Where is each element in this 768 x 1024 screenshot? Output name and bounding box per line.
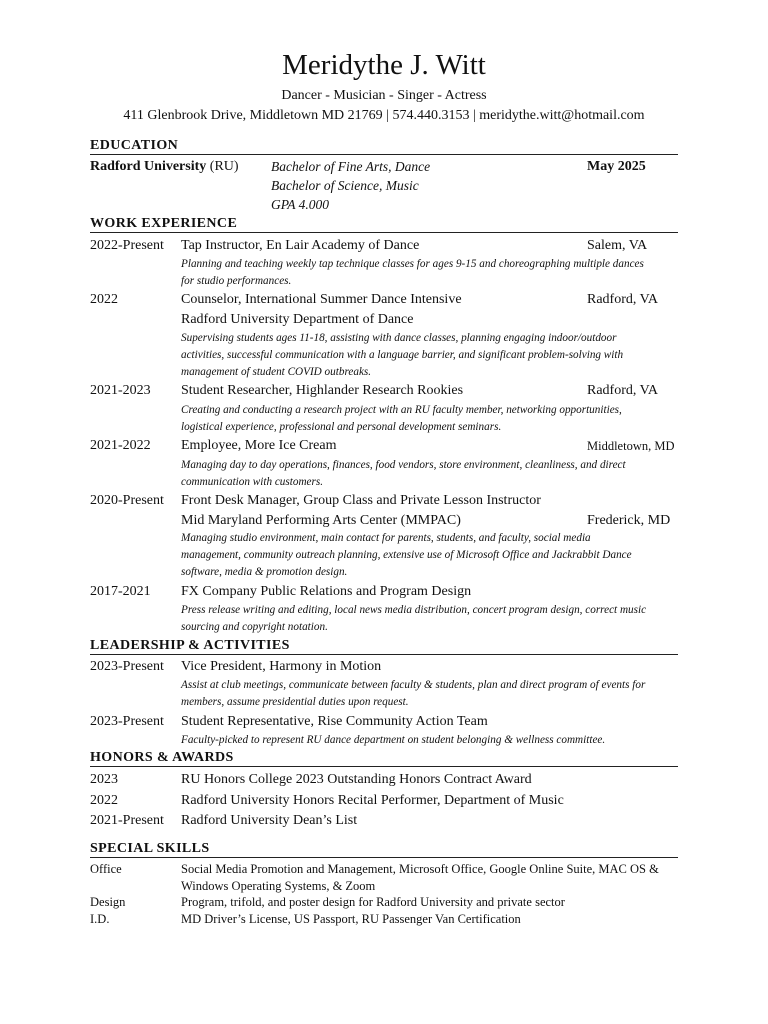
job-description: Planning and teaching weekly tap technique classes for ages 9-15 and choreographing multiple dances for studio performances. <box>181 258 644 287</box>
section-heading-work: WORK EXPERIENCE <box>90 216 678 233</box>
job-location: Middletown, MD <box>587 439 675 453</box>
section-heading-honors: HONORS & AWARDS <box>90 750 678 767</box>
skill-text: Social Media Promotion and Management, Microsoft Office, Google Online Suite, MAC OS & Windows Operating Systems, & Zoom <box>181 862 659 893</box>
tagline: Dancer - Musician - Singer - Actress <box>281 88 487 103</box>
skill-label: Office <box>90 862 122 876</box>
job-location: Salem, VA <box>587 238 648 253</box>
job-title: Front Desk Manager, Group Class and Private Lesson Instructor <box>181 493 541 508</box>
skill-label: Design <box>90 895 126 909</box>
job-location: Radford, VA <box>587 292 659 307</box>
contact-line: 411 Glenbrook Drive, Middletown MD 21769 | 574.440.3153 | meridythe.witt@hotmail.com <box>123 108 645 123</box>
education-degree: Bachelor of Fine Arts, Dance <box>271 159 431 174</box>
job-title: FX Company Public Relations and Program Design <box>181 584 472 599</box>
activity-description: Faculty-picked to represent RU dance department on student belonging & wellness committee. <box>181 734 606 746</box>
section-heading-leadership: LEADERSHIP & ACTIVITIES <box>90 638 678 655</box>
honor-dates: 2022 <box>90 793 118 808</box>
job-location: Frederick, MD <box>587 513 671 528</box>
job-dates: 2021-2023 <box>90 383 151 398</box>
honor-title: RU Honors College 2023 Outstanding Honors Contract Award <box>181 772 532 787</box>
job-description: Creating and conducting a research project with an RU faculty member, networking opportunities, logistical experience, professional and personal development seminars. <box>181 404 622 433</box>
skill-label: I.D. <box>90 912 110 926</box>
education-degree: Bachelor of Science, Music <box>271 178 419 193</box>
school-abbr: (RU) <box>206 159 239 174</box>
section-heading-skills: SPECIAL SKILLS <box>90 841 678 858</box>
job-description: Managing day to day operations, finances, food vendors, store environment, cleanliness, and direct communication with customers. <box>181 459 626 488</box>
activity-dates: 2023-Present <box>90 659 164 674</box>
resume-name: Meridythe J. Witt <box>282 49 486 81</box>
job-dates: 2017-2021 <box>90 584 151 599</box>
job-title: Student Researcher, Highlander Research Rookies <box>181 383 464 398</box>
skill-text: Program, trifold, and poster design for Radford University and private sector <box>181 895 565 909</box>
job-organization: Radford University Department of Dance <box>181 312 414 327</box>
job-dates: 2020-Present <box>90 493 164 508</box>
activity-title: Vice President, Harmony in Motion <box>181 659 382 674</box>
activity-description: Assist at club meetings, communicate between faculty & students, plan and direct program of events for members, assume presidential duties upon request. <box>181 679 646 708</box>
education-date: May 2025 <box>587 159 646 174</box>
activity-title: Student Representative, Rise Community Action Team <box>181 714 488 729</box>
section-heading-education: EDUCATION <box>90 138 678 155</box>
job-dates: 2022 <box>90 292 118 307</box>
job-title: Counselor, International Summer Dance Intensive <box>181 292 462 307</box>
job-organization: Mid Maryland Performing Arts Center (MMPAC) <box>181 513 461 528</box>
job-title: Employee, More Ice Cream <box>181 438 337 453</box>
honor-title: Radford University Dean’s List <box>181 813 358 828</box>
job-description: Managing studio environment, main contact for parents, students, and faculty, social media management, community outreach planning, extensive use of Microsoft Office and Jackrabbit Dance software, media & promotion design. <box>181 532 632 578</box>
education-gpa: GPA 4.000 <box>271 197 330 212</box>
honor-dates: 2023 <box>90 772 118 787</box>
education-school <box>90 159 239 175</box>
job-location: Radford, VA <box>587 383 659 398</box>
job-description: Supervising students ages 11-18, assisting with dance classes, planning engaging indoor/outdoor activities, successful communication with a language barrier, and significant problem-solving with management of student COVID outbreaks. <box>181 332 624 378</box>
honor-dates: 2021-Present <box>90 813 164 828</box>
job-dates: 2022-Present <box>90 238 164 253</box>
job-description: Press release writing and editing, local news media distribution, concert program design, correct music sourcing and copyright notation. <box>181 604 647 633</box>
job-title: Tap Instructor, En Lair Academy of Dance <box>181 238 420 253</box>
school-name: Radford University <box>90 159 207 174</box>
activity-dates: 2023-Present <box>90 714 164 729</box>
honor-title: Radford University Honors Recital Performer, Department of Music <box>181 793 564 808</box>
job-dates: 2021-2022 <box>90 438 151 453</box>
skill-text: MD Driver’s License, US Passport, RU Passenger Van Certification <box>181 912 521 926</box>
